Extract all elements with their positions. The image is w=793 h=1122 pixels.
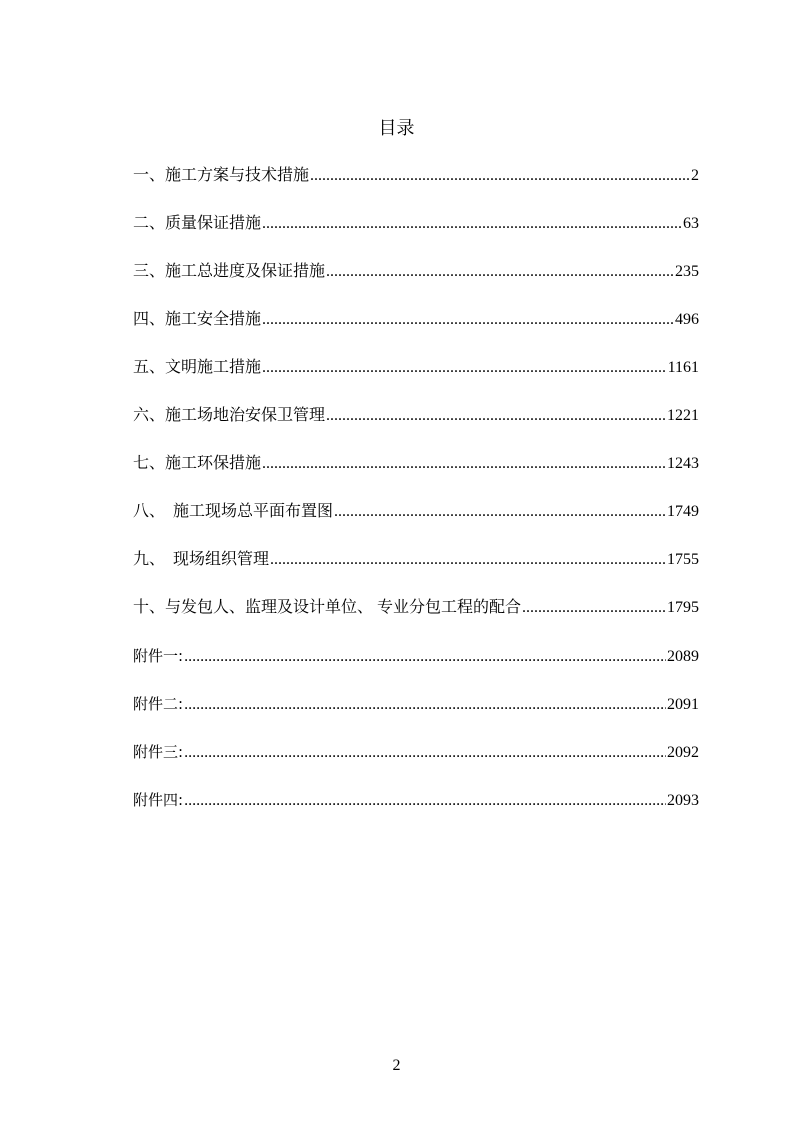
toc-entry-appendix-4[interactable] (133, 787, 699, 835)
toc-entry-appendix-1[interactable] (133, 643, 699, 691)
toc-entry-1[interactable] (133, 163, 699, 211)
table-of-contents (133, 163, 699, 835)
toc-entry-5[interactable] (133, 355, 699, 403)
toc-entry-page: 2089 (667, 648, 699, 665)
toc-entry-2[interactable] (133, 211, 699, 259)
toc-entry-page: 1755 (667, 551, 699, 568)
toc-entry-8[interactable] (133, 499, 699, 547)
toc-entry-7[interactable] (133, 451, 699, 499)
dot-leader (262, 355, 667, 381)
toc-title: 目录 (378, 118, 415, 138)
toc-entry-label: 八、 施工现场总平面布置图 (133, 503, 334, 520)
toc-entry-3[interactable] (133, 259, 699, 307)
toc-entry-label: 附件三: (133, 743, 184, 761)
toc-entry-page: 2 (691, 167, 699, 184)
dot-leader (334, 499, 666, 525)
toc-entry-label: 十、与发包人、监理及设计单位、 专业分包工程的配合 (133, 599, 522, 616)
toc-entry-page: 2093 (667, 792, 699, 809)
toc-entry-page: 1161 (667, 359, 699, 376)
toc-entry-label: 七、施工环保措施 (133, 455, 262, 472)
toc-entry-page: 63 (683, 215, 699, 232)
toc-entry-page: 235 (675, 263, 699, 280)
toc-entry-label: 三、施工总进度及保证措施 (133, 263, 326, 280)
toc-entry-4[interactable] (133, 307, 699, 355)
dot-leader (262, 451, 666, 477)
toc-entry-page: 1795 (667, 599, 699, 616)
toc-entry-page: 2092 (667, 744, 699, 761)
dot-leader (522, 595, 666, 621)
toc-entry-label: 附件四: (133, 791, 184, 809)
toc-entry-label: 附件一: (133, 647, 184, 665)
dot-leader (184, 692, 666, 718)
dot-leader (184, 740, 666, 766)
toc-entry-10[interactable] (133, 595, 699, 643)
toc-entry-label: 五、文明施工措施 (133, 359, 262, 376)
toc-entry-label: 四、施工安全措施 (133, 311, 262, 328)
toc-entry-9[interactable] (133, 547, 699, 595)
toc-entry-page: 1749 (667, 503, 699, 520)
toc-entry-page: 2091 (667, 696, 699, 713)
dot-leader (326, 259, 674, 285)
toc-entry-label: 九、 现场组织管理 (133, 551, 270, 568)
toc-entry-page: 1221 (667, 407, 699, 424)
toc-entry-appendix-3[interactable] (133, 739, 699, 787)
dot-leader (262, 307, 674, 333)
dot-leader (310, 163, 690, 189)
toc-entry-appendix-2[interactable] (133, 691, 699, 739)
dot-leader (262, 211, 682, 237)
toc-entry-label: 一、施工方案与技术措施 (133, 167, 310, 184)
toc-entry-label: 附件二: (133, 695, 184, 713)
dot-leader (184, 644, 666, 670)
dot-leader (270, 547, 666, 573)
toc-entry-page: 496 (675, 311, 699, 328)
page-number: 2 (392, 1057, 401, 1074)
toc-entry-6[interactable] (133, 403, 699, 451)
toc-entry-label: 六、施工场地治安保卫管理 (133, 407, 326, 424)
toc-entry-label: 二、质量保证措施 (133, 215, 262, 232)
dot-leader (326, 403, 666, 429)
toc-entry-page: 1243 (667, 455, 699, 472)
dot-leader (184, 788, 666, 814)
